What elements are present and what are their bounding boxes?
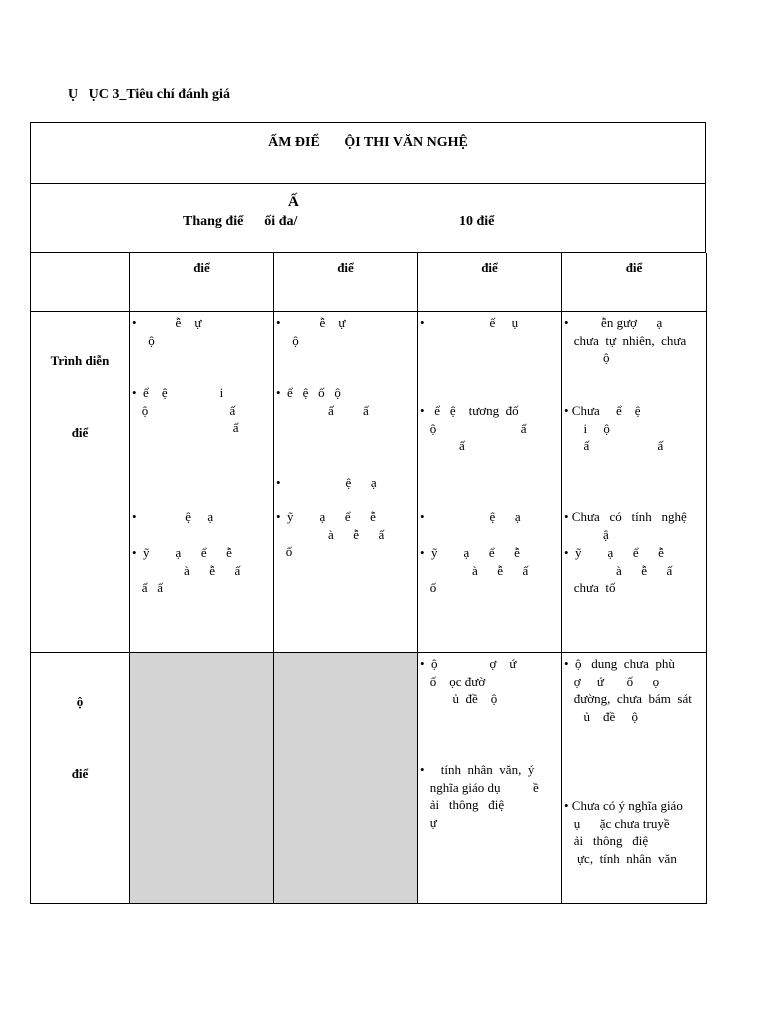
header-row <box>31 253 707 312</box>
list-item: • ể ệ tương đố ộ ấ ấ <box>420 403 527 453</box>
header-cell: điể <box>418 253 562 312</box>
list-item: • ộ ợ ứ ố ọc đườ ủ đề ộ <box>420 656 517 706</box>
list-item: • ỹ ạ ể ễ à ễ ấ ấ ấ <box>132 545 241 595</box>
header-cell: điể <box>130 253 274 312</box>
table-meta-row <box>30 184 706 253</box>
header-cell-criterion <box>31 253 130 312</box>
scoring-sheet <box>30 122 706 904</box>
list-item: • tính nhân văn, ý nghĩa giáo dụ ề ải thông điệ ự <box>420 762 539 830</box>
list-item: • ễ ự ộ <box>276 315 346 348</box>
list-item: • ễ ự ộ <box>132 315 202 348</box>
criterion-cell: Trình diễn điể <box>31 312 130 653</box>
list-item: • ệ ạ <box>276 475 377 490</box>
table-title-row <box>30 122 706 184</box>
score-cell <box>418 312 562 653</box>
list-item: • Chưa có ý nghĩa giáo ụ ặc chưa truyề ải thông điệ ực, tính nhân văn <box>564 798 683 866</box>
criterion-cell: ộ điể <box>31 653 130 904</box>
table-title: ẤM ĐIỂ ỘI THI VĂN NGHỆ <box>268 135 468 150</box>
list-item: • ỹ ạ ể ễ à ễ ấ chưa tố <box>564 545 673 595</box>
list-item: • ể ệ i ộ ấ ấ <box>132 385 239 435</box>
header-cell: điể <box>274 253 418 312</box>
list-item: • ỹ ạ ể ễ à ễ ấ ố <box>420 545 529 595</box>
score-cell <box>418 653 562 904</box>
list-item: • ệ ạ <box>420 509 521 524</box>
empty-score-cell <box>274 653 418 904</box>
score-cell <box>562 653 707 904</box>
meta-top: Ấ <box>288 194 299 210</box>
meta-scale: Thang điể ối đa/ <box>183 214 298 229</box>
list-item: • ế ụ <box>420 315 519 330</box>
list-item: • ễn gượ ạ chưa tự nhiên, chưa ộ <box>564 315 687 365</box>
list-item: • ộ dung chưa phù ợ ứ ố ọ đường, chưa bám sát ủ đề ộ <box>564 656 692 724</box>
list-item: • Chưa có tính nghệ ậ <box>564 509 687 542</box>
list-item: • ể ệ ố ộ ấ ấ <box>276 385 369 418</box>
criteria-table <box>30 253 707 904</box>
table-row <box>31 312 707 653</box>
score-cell <box>130 312 274 653</box>
table-row <box>31 653 707 904</box>
meta-points: 10 điể <box>459 214 495 229</box>
list-item: • ệ ạ <box>132 509 214 524</box>
page-heading: Ụ ỤC 3_Tiêu chí đánh giá <box>68 87 230 102</box>
list-item: • ỹ ạ ể ễ à ễ ấ ố <box>276 509 385 559</box>
header-cell: điể <box>562 253 707 312</box>
empty-score-cell <box>130 653 274 904</box>
list-item: • Chưa ể ệ i ộ ấ ấ <box>564 403 664 453</box>
score-cell <box>274 312 418 653</box>
score-cell <box>562 312 707 653</box>
